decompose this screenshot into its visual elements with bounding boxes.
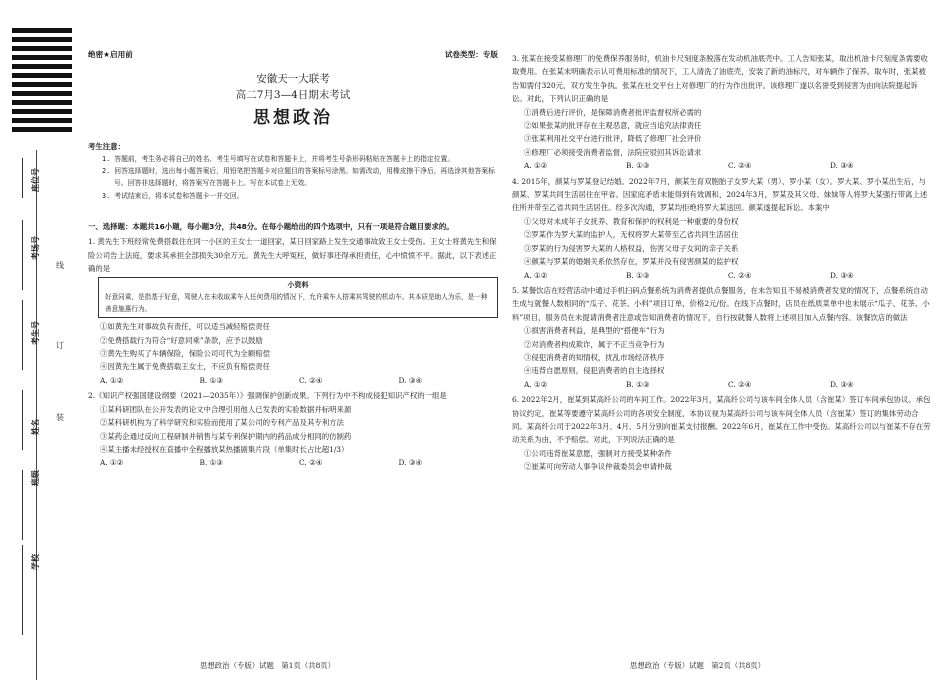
- seat-label: 座位号: [31, 168, 40, 192]
- class-field[interactable]: [22, 470, 23, 540]
- choice-d[interactable]: D. ③④: [830, 161, 854, 171]
- question-1-option: ③黄先生购买了车辆保险，保险公司可代为全额赔偿: [100, 349, 270, 359]
- choice-b[interactable]: B. ①③: [626, 161, 650, 171]
- choice-c[interactable]: C. ②④: [728, 270, 752, 280]
- notice-item: 2. 回答选择题时，选出每小题答案后，用铅笔把答题卡对应题目的答案标号涂黑。如需改动，用橡皮擦干净后，再选涂其他答案标号。回答非选择题时，将答案写在答题卡上。写在本试卷上无效。: [102, 167, 495, 188]
- question-3-stem: 3. 张某在接受某修理厂的免费保养服务时，机油卡尺刻度条脱落在发动机油底壳中。工人告知张某，取出机油卡尺刻度条需要收取费用。在张某未明确表示认可费用标准的情况下，工人清洗了油底壳，安装了新的油标尺，对车辆作了保养。取车时，张某被告知需付320元，双方发生争执。张某在社交平台上对修理厂的行为作出批评。该修理厂遂以名誉受到侵害为由向法院提起诉讼。对此，下列认识正确的是: [512, 54, 928, 104]
- notice-title: 考生注意：: [88, 141, 125, 151]
- section-heading: 一、选择题：本题共16小题，每小题3分，共48分。在每小题给出的四个选项中，只有一项是符合题目要求的。: [88, 221, 454, 231]
- question-4-option: ②罗某作为罗大某的监护人，无权将罗大某带至乙省共同生活居住: [524, 230, 739, 240]
- choice-d[interactable]: D. ③④: [398, 458, 423, 468]
- question-2-stem: 2.《知识产权强国建设纲要（2021—2035年）》强调保护创新成果。下列行为中不构成侵犯知识产权的一组是: [88, 391, 447, 401]
- question-5-option: ④违背自愿原则，侵犯消费者的自主选择权: [524, 366, 665, 376]
- paper-type: 试卷类型：专版: [444, 50, 498, 59]
- choice-c[interactable]: C. ②④: [728, 161, 752, 171]
- exam-name-title: 高二7月3—4日期末考试: [235, 88, 351, 101]
- name-label: 姓名: [31, 419, 40, 435]
- question-1-choices: [88, 374, 498, 387]
- question-3-choices: [512, 159, 932, 172]
- choice-b[interactable]: B. ①③: [626, 270, 650, 280]
- question-5-option: ①损害消费者利益，是典型的“搭便车”行为: [524, 326, 665, 336]
- question-3-option: ②如果张某的批评存在主观恶意，就应当追究法律责任: [524, 121, 702, 131]
- left-column: [88, 48, 498, 470]
- school-field[interactable]: [22, 545, 23, 635]
- question-2-option: ②某科研机构为了科学研究和实验而使用了某公司的专利产品及其专利方法: [100, 418, 344, 428]
- right-column: [512, 52, 932, 474]
- choice-b[interactable]: B. ①③: [199, 458, 223, 468]
- exam-org-title: 安徽天一大联考: [256, 73, 330, 86]
- exam-no-label: 考生号: [31, 321, 40, 345]
- choice-b[interactable]: B. ①③: [626, 379, 650, 389]
- room-label: 考场号: [31, 236, 40, 260]
- question-6-option: ①公司违背崔某意愿，强制对方接受某种条件: [524, 448, 672, 458]
- binding-margin: [0, 150, 78, 680]
- question-2-choices: [88, 456, 498, 469]
- question-1-option: ④因黄先生属于免费搭载王女士，不应负有赔偿责任: [100, 362, 270, 372]
- question-5-choices: [512, 378, 932, 391]
- question-2-option: ③某药企通过反向工程研制并销售与某专利保护期内的药品成分相同的仿制药: [100, 431, 352, 441]
- choice-b[interactable]: B. ①③: [199, 375, 223, 385]
- choice-a[interactable]: A. ①②: [524, 270, 548, 280]
- class-label: 班级: [31, 470, 40, 486]
- cut-mark-load: 装: [56, 413, 64, 422]
- question-5-option: ②对消费者构成欺诈，属于不正当竞争行为: [524, 339, 665, 349]
- question-4-stem: 4. 2015年，颜某与罗某登记结婚。2022年7月，颜某生育双胞胎子女罗大某（男）、罗小某（女）。罗大某、罗小某出生后，与颜某、罗某共同生活居住在甲省。因家庭矛盾未能得到有效调和，2024年3月，罗某及其父母、妹妹等人将罗大某强行带离上述住所并带至乙省共同生活居住。经多次沟通，罗某均拒绝将罗大某送回。颜某遂提起诉讼。本案中: [512, 176, 928, 213]
- page-footer-left: 思想政治（专版）试题 第1页（共8页）: [200, 661, 336, 670]
- cut-mark-line: 线: [56, 261, 64, 270]
- page-footer-right: 思想政治（专版）试题 第2页（共8页）: [630, 661, 766, 670]
- question-6-option: ②崔某可向劳动人事争议仲裁委员会申请仲裁: [524, 462, 672, 472]
- choice-d[interactable]: D. ③④: [830, 379, 854, 389]
- binding-line: [36, 150, 37, 680]
- question-2-option: ④某主播未经授权在直播中全程播放某热播剧集片段（单集时长占比超1/3）: [100, 444, 349, 454]
- question-3-option: ④修理厂必须接受消费者监督，法院应驳回其诉讼请求: [524, 147, 702, 157]
- info-box-title: 小资料: [287, 281, 309, 290]
- question-4-choices: [512, 269, 932, 282]
- question-4-option: ④颜某与罗某的婚姻关系依然存在，罗某并没有侵害颜某的监护权: [524, 257, 739, 267]
- question-4-option: ①父母对未成年子女抚养、教育和保护的权利是一种重要的身份权: [524, 216, 739, 226]
- question-2-option: ①某科研团队在公开发表的论文中合理引用他人已发表的实验数据并标明来源: [100, 404, 352, 414]
- question-5-stem: 5. 某餐饮店在经营活动中通过手机扫码点餐系统为消费者提供点餐服务，在未告知且不易被消费者发觉的情况下，点餐系统自动生成与就餐人数相同的“瓜子、花茶、小料”项目订单，价格2元/份。在线下点餐时，店员在纸质菜单中也未展示“瓜子、花茶、小料”项目，服务员在未提请消费者注意或告知消费者的情况下，自行按就餐人数将上述项目加入点餐内容。该餐饮店的做法: [512, 285, 930, 322]
- question-1-option: ①如黄先生对事故负有责任，可以适当减轻赔偿责任: [100, 322, 270, 332]
- room-field[interactable]: [22, 220, 23, 290]
- question-4-option: ③罗某的行为侵害罗大某的人格权益，伤害父母子女间的亲子关系: [524, 243, 739, 253]
- page-header: [88, 48, 498, 61]
- exam-no-field[interactable]: [22, 300, 23, 370]
- question-6-stem: 6. 2022年2月，崔某到某高纤公司的车间工作。2022年3月，某高纤公司与该车间全体人员（含崔某）签订车间承包协议。承包协议约定，崔某等要遵守某高纤公司的各项安全制度，本协议视为某高纤公司与该车间全体人员（含崔某）签订的集体劳动合同。某高纤公司于2022年3月、4月、5月分别向崔某支付报酬。2022年6月，崔某在工作中受伤。某高纤公司以与崔某不存在劳动关系为由，不予赔偿。对此，下列说法正确的是: [512, 395, 931, 445]
- choice-c[interactable]: C. ②④: [728, 379, 752, 389]
- question-3-option: ①消费后进行评价，是保障消费者批评监督权所必需的: [524, 107, 702, 117]
- question-5-option: ③侵犯消费者的知情权，扰乱市场经济秩序: [524, 352, 665, 362]
- choice-a[interactable]: A. ①②: [100, 458, 124, 468]
- choice-a[interactable]: A. ①②: [524, 161, 548, 171]
- school-label: 学校: [31, 554, 40, 570]
- cut-mark-bind: 订: [56, 341, 64, 350]
- choice-a[interactable]: A. ①②: [524, 379, 548, 389]
- question-3-option: ③张某利用社交平台进行批评，降低了修理厂社会评价: [524, 134, 702, 144]
- choice-c[interactable]: C. ②④: [299, 375, 323, 385]
- info-box: [98, 277, 498, 318]
- choice-c[interactable]: C. ②④: [299, 458, 323, 468]
- question-1-option: ②免费搭载行为符合“好意同乘”条款，应予以鼓励: [100, 335, 263, 345]
- notice-item: 1. 答题前，考生务必将自己的姓名、考生号填写在试卷和答题卡上，并将考生号条形码粘贴在答题卡上的指定位置。: [102, 155, 455, 164]
- notice-item: 3. 考试结束后，将本试卷和答题卡一并交回。: [102, 191, 244, 200]
- binding-stripes: [12, 28, 72, 138]
- choice-d[interactable]: D. ③④: [830, 270, 854, 280]
- info-box-text: 好意同乘，是指基于好意，驾驶人在未收取乘车人任何费用的情况下，允许乘车人搭乘其驾驶的机动车。其本质是助人为乐，是一种善意施惠行为。: [105, 293, 488, 313]
- notice-list: [88, 153, 498, 202]
- question-1-stem: 1. 黄先生下班经常免费搭载住在同一小区的王女士一道回家，某日回家路上发生交通事故致王女士受伤。王女士将黄先生和保险公司告上法庭，要求其承担全部损失30余万元。黄先生大呼冤枉，做好事还得承担责任，心中愤愤不平。据此，以下表述正确的是: [88, 237, 497, 274]
- seat-field[interactable]: [22, 158, 23, 198]
- choice-a[interactable]: A. ①②: [100, 375, 124, 385]
- subject-title: 思想政治: [253, 108, 333, 129]
- choice-d[interactable]: D. ③④: [398, 375, 423, 385]
- confidential-mark: 绝密★启用前: [88, 50, 133, 59]
- name-field[interactable]: [22, 390, 23, 450]
